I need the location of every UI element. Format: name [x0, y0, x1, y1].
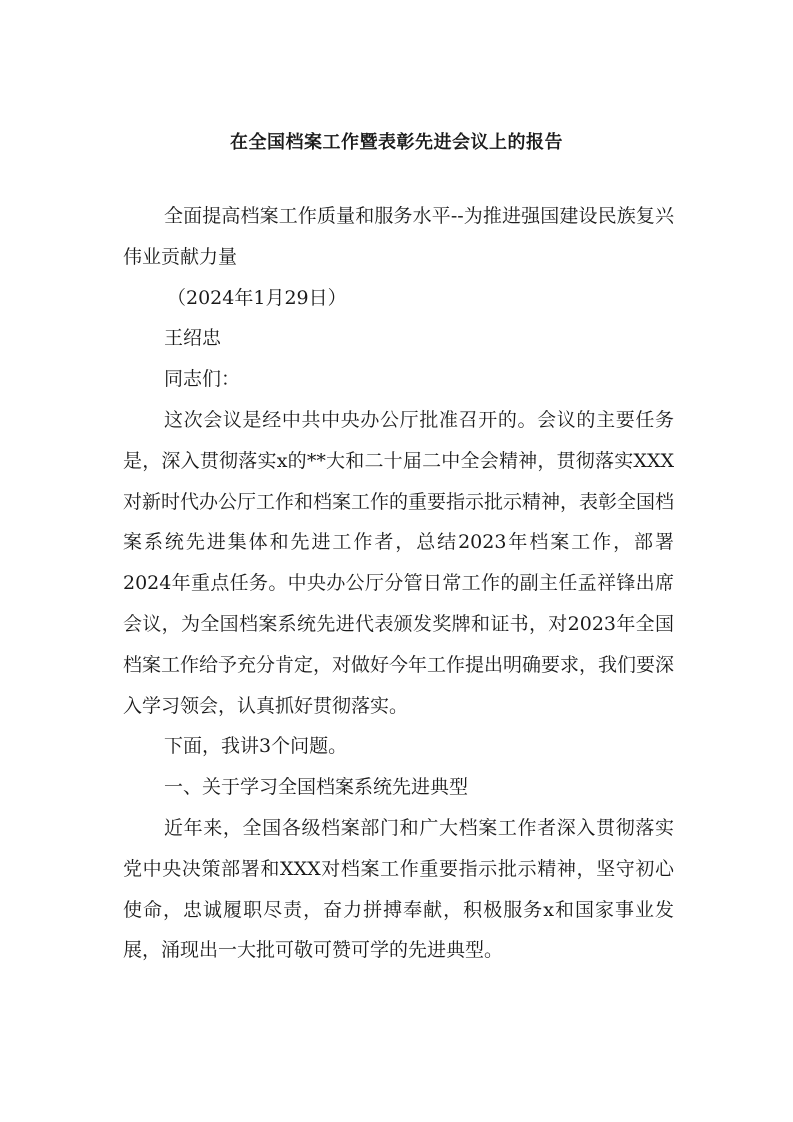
- paragraph: 下面，我讲3个问题。: [164, 735, 348, 758]
- section-heading: 一、关于学习全国档案系统先进典型: [164, 776, 469, 799]
- paragraph: 这次会议是经中共中央办公厅批准召开的。会议的主要任务是，深入贯彻落实x的**大和二十届二中全会精神，贯彻落实XXX对新时代办公厅工作和档案工作的重要指示批示精神，表彰全国档案系统先进集体和先进工作者，总结2023年档案工作，部署2024年重点任务。中央办公厅分管日常工作的副主任孟祥锋出席会议，为全国档案系统先进代表颁发奖牌和证书，对2023年全国档案工作给予充分肯定，对做好今年工作提出明确要求，我们要深入学习领会，认真抓好贯彻落实。: [123, 408, 675, 717]
- document-title: 在全国档案工作暨表彰先进会议上的报告: [230, 132, 563, 153]
- document-salutation: 同志们：: [164, 368, 241, 391]
- document-body: [123, 196, 674, 971]
- paragraph: 近年来，全国各级档案部门和广大档案工作者深入贯彻落实党中央决策部署和XXX对档案工作重要指示批示精神，坚守初心使命，忠诚履职尽责，奋力拼搏奉献，积极服务x和国家事业发展，涌现出一大批可敬可赞可学的先进典型。: [123, 816, 674, 962]
- document-date: （2024年1月29日）: [167, 286, 347, 309]
- document-subtitle: 全面提高档案工作质量和服务水平--为推进强国建设民族复兴伟业贡献力量: [123, 205, 674, 268]
- document-author: 王绍忠: [164, 327, 222, 350]
